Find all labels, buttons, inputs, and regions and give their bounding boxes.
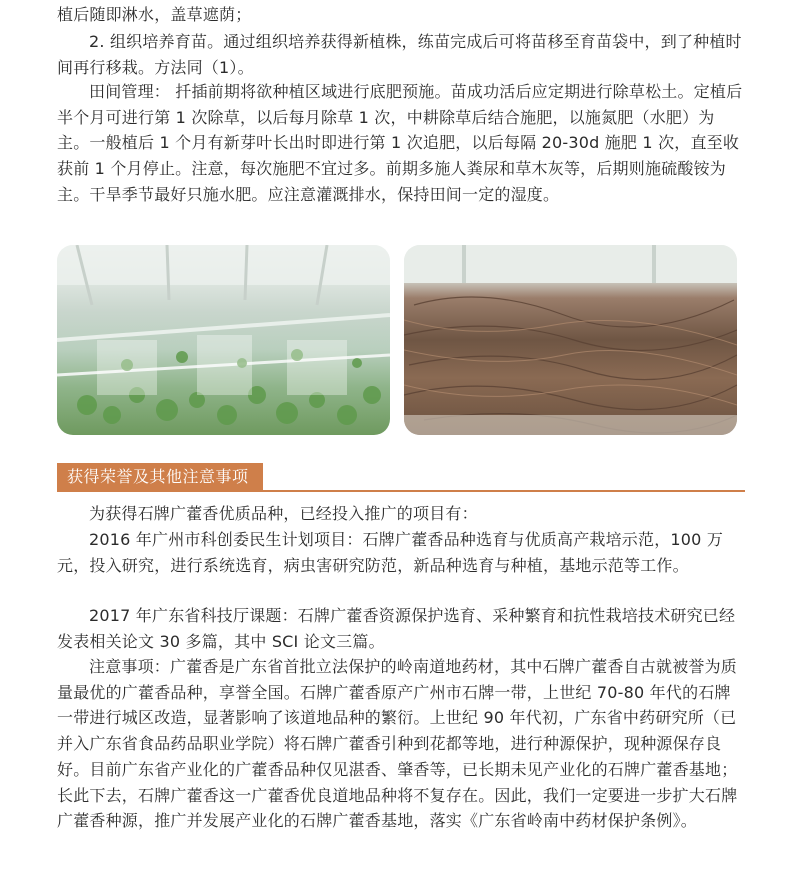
paragraph-project-2017: 2017 年广东省科技厅课题：石牌广藿香资源保护选育、采种繁育和抗性栽培技术研究已经发表相关论文 30 多篇，其中 SCI 论文三篇。 [57, 606, 736, 651]
paragraph-project-2016: 2016 年广州市科创委民生计划项目：石牌广藿香品种选育与优质高产栽培示范，100 万元，投入研究，进行系统选育，病虫害研究防范，新品种选育与种植，基地示范等工作。 [57, 530, 724, 575]
harvested-stems-image [404, 245, 737, 435]
greenhouse-seedlings-image [57, 245, 390, 435]
harvested-patchouli-photo [404, 245, 737, 435]
section-divider [57, 490, 745, 492]
section-heading-honors: 获得荣誉及其他注意事项 [57, 463, 263, 491]
paragraph-tissue-culture: 2. 组织培养育苗。通过组织培养获得新植株，练苗完成后可将苗移至育苗袋中，到了种植时间再行移栽。方法同（1）。 [57, 32, 742, 77]
paragraph-goal: 为获得石牌广藿香优质品种，已经投入推广的项目有： [89, 504, 478, 523]
paragraph-notes: 注意事项：广藿香是广东省首批立法保护的岭南道地药材，其中石牌广藿香自古就被誉为质量最优的广藿香品种，享誉全国。石牌广藿香原产广州市石牌一带，上世纪 70-80 年代的石牌一带进行城区改造，显著影响了该道地品种的繁衍。上世纪 90 年代初，广东省中药研究所（已并入广东省食品药品职业学院）将石牌广藿香引种到花都等地，进行种源保护，现种源保存良好。目前广东省产业化的广藿香品种仅见湛香、肇香等，已长期未见产业化的石牌广藿香基地；长此下去，石牌广藿香这一广藿香优良道地品种将不复存在。因此，我们一定要进一步扩大石牌广藿香种源，推广并发展产业化的石牌广藿香基地，落实《广东省岭南中药材保护条例》。 [57, 657, 738, 831]
paragraph-field-management: 田间管理： 扦插前期将欲种植区域进行底肥预施。苗成功活后应定期进行除草松土。定植后半个月可进行第 1 次除草，以后每月除草 1 次，中耕除草后结合施肥，以施氮肥（水肥）为主。一般植后 1 个月有新芽叶长出时即进行第 1 次追肥，以后每隔 20-30d 施肥 1 次，直至收获前 1 个月停止。注意，每次施肥不宜过多。前期多施人粪尿和草木灰等，后期则施硫酸铵为主。干旱季节最好只施水肥。应注意灌溉排水，保持田间一定的湿度。 [57, 82, 743, 204]
tissue-culture-seedlings-photo [57, 245, 390, 435]
paragraph-planting-end: 植后随即淋水，盖草遮荫； [57, 5, 252, 24]
